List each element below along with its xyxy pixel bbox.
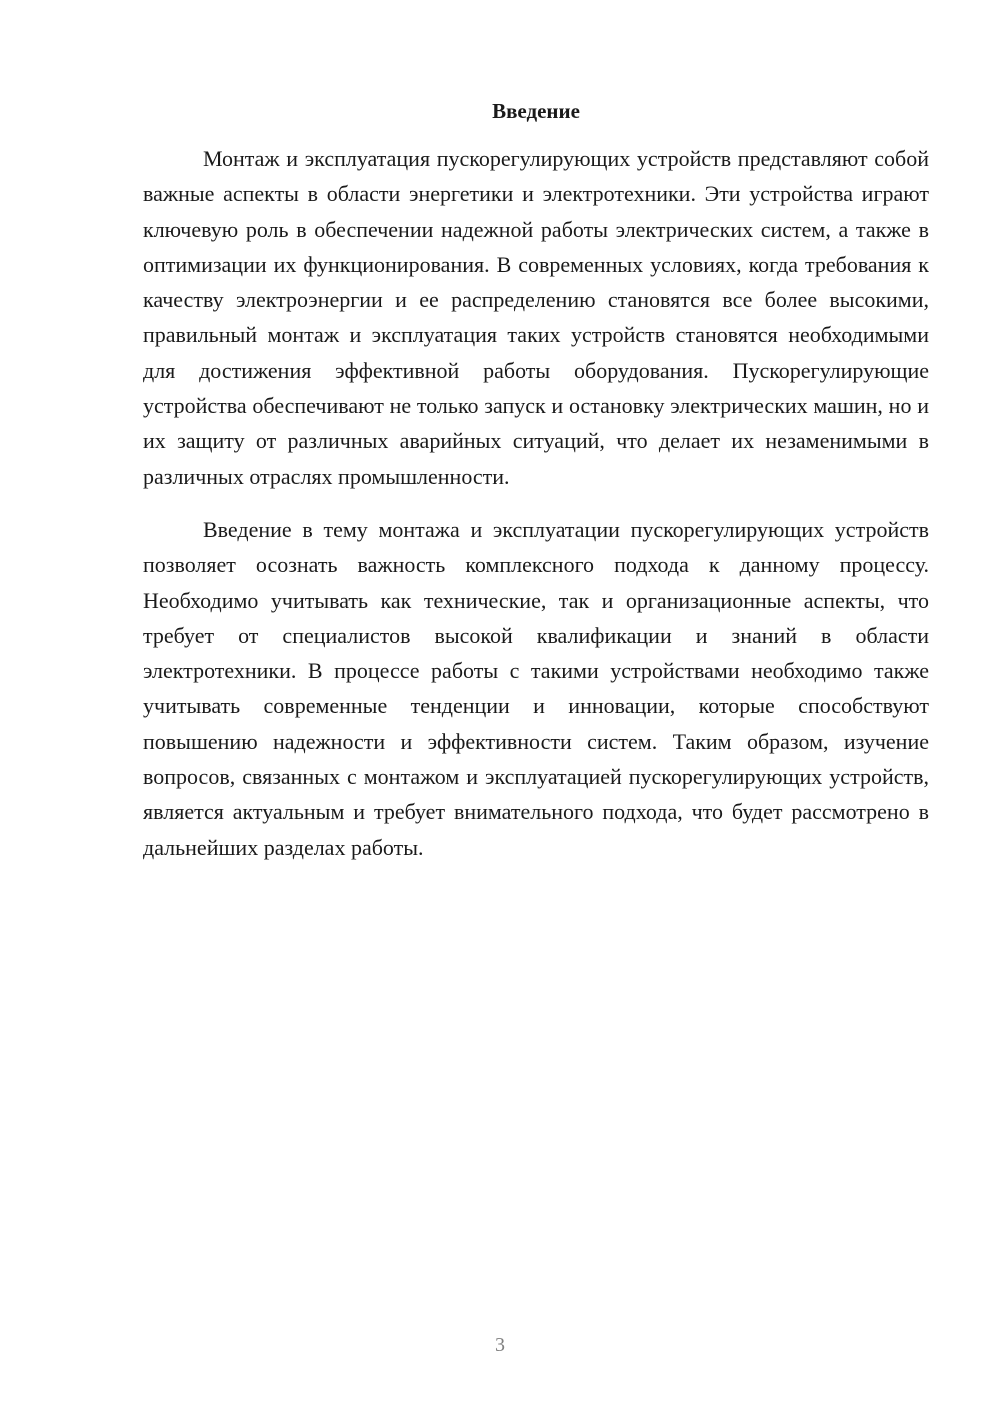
paragraph-1: Монтаж и эксплуатация пускорегулирующих устройств представляют собой важные аспекты в области энергетики и электротехники. Эти устройства играют ключевую роль в обеспечении надежной работы электрических систем, а также в оптимизации их функционирования. В современных условиях, когда требования к качеству электроэнергии и ее распределению становятся все более высокими, правильный монтаж и эксплуатация таких устройств становятся необходимыми для достижения эффективной работы оборудования. Пускорегулирующие устройства обеспечивают не только запуск и остановку электрических машин, но и их защиту от различных аварийных ситуаций, что делает их незаменимыми в различных отраслях промышленности. bbox=[143, 146, 929, 489]
paragraph-2: Введение в тему монтажа и эксплуатации пускорегулирующих устройств позволяет осознать важность комплексного подхода к данному процессу. Необходимо учитывать как технические, так и организационные аспекты, что требует от специалистов высокой квалификации и знаний в области электротехники. В процессе работы с такими устройствами необходимо также учитывать современные тенденции и инновации, которые способствуют повышению надежности и эффективности систем. Таким образом, изучение вопросов, связанных с монтажом и эксплуатацией пускорегулирующих устройств, является актуальным и требует внимательного подхода, что будет рассмотрено в дальнейших разделах работы. bbox=[143, 516, 929, 860]
page-content bbox=[143, 94, 929, 865]
page-number: 3 bbox=[495, 1334, 505, 1356]
section-heading: Введение bbox=[492, 99, 580, 123]
